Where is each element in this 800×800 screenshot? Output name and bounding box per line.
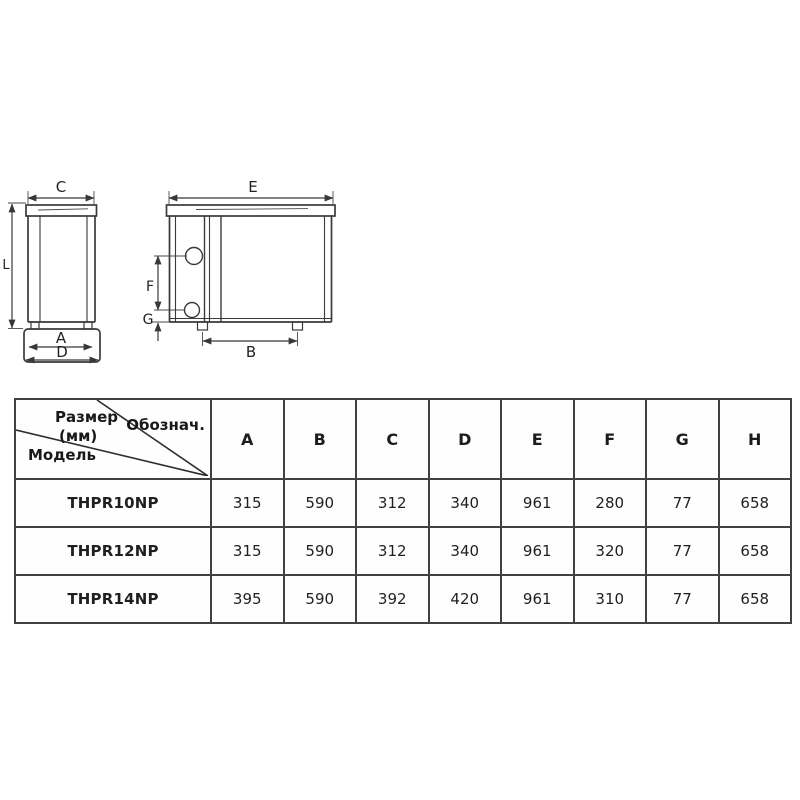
value-cell: 590 <box>284 575 357 623</box>
col-header-b: B <box>284 399 357 479</box>
header-size-label: Размер <box>55 408 119 426</box>
value-cell: 280 <box>574 479 647 527</box>
value-cell: 77 <box>646 527 719 575</box>
value-cell: 310 <box>574 575 647 623</box>
table-row-thpr14np <box>15 575 791 623</box>
value-cell: 420 <box>429 575 502 623</box>
value-cell: 395 <box>211 575 284 623</box>
value-cell: 961 <box>501 575 574 623</box>
front-view-foot-left <box>198 322 208 330</box>
table-row-thpr10np <box>15 479 791 527</box>
col-header-g: G <box>646 399 719 479</box>
diagonal-header-cell <box>15 399 211 479</box>
table-header-row <box>15 399 791 479</box>
value-cell: 961 <box>501 527 574 575</box>
dimensions-table <box>14 398 792 624</box>
front-view-top-cap <box>167 205 336 216</box>
table-row-thpr12np <box>15 527 791 575</box>
side-view-foot-right <box>84 322 92 329</box>
side-view-foot-left <box>31 322 39 329</box>
value-cell: 392 <box>356 575 429 623</box>
value-cell: 77 <box>646 575 719 623</box>
dim-label-c: C <box>55 178 67 196</box>
value-cell: 312 <box>356 479 429 527</box>
header-size-unit: (мм) <box>59 427 98 445</box>
col-header-c: C <box>356 399 429 479</box>
front-view-foot-right <box>293 322 303 330</box>
value-cell: 340 <box>429 479 502 527</box>
value-cell: 658 <box>719 527 792 575</box>
col-header-a: A <box>211 399 284 479</box>
value-cell: 77 <box>646 479 719 527</box>
value-cell: 658 <box>719 575 792 623</box>
dim-label-l: L <box>2 258 10 273</box>
value-cell: 320 <box>574 527 647 575</box>
front-view-drawing <box>143 178 335 361</box>
dim-label-d: D <box>56 343 68 361</box>
value-cell: 590 <box>284 479 357 527</box>
value-cell: 315 <box>211 479 284 527</box>
dimension-diagram <box>0 0 800 390</box>
col-header-e: E <box>501 399 574 479</box>
value-cell: 340 <box>429 527 502 575</box>
dim-label-g: G <box>142 312 154 328</box>
col-header-f: F <box>574 399 647 479</box>
value-cell: 658 <box>719 479 792 527</box>
pipe-connection-lower <box>185 303 200 318</box>
value-cell: 312 <box>356 527 429 575</box>
model-name: THPR12NP <box>15 527 211 575</box>
model-name: THPR10NP <box>15 479 211 527</box>
dim-label-e: E <box>248 178 258 196</box>
value-cell: 315 <box>211 527 284 575</box>
header-designation-label: Обознач. <box>126 416 205 434</box>
value-cell: 590 <box>284 527 357 575</box>
col-header-d: D <box>429 399 502 479</box>
pipe-connection-upper <box>186 248 203 265</box>
value-cell: 961 <box>501 479 574 527</box>
dim-label-f: F <box>145 279 155 295</box>
model-name: THPR14NP <box>15 575 211 623</box>
header-model-label: Модель <box>28 446 96 464</box>
side-view-drawing <box>2 178 100 362</box>
dim-label-b: B <box>245 343 257 361</box>
side-view-top-cap <box>26 205 97 216</box>
col-header-h: H <box>719 399 792 479</box>
dim-label-a: A <box>55 329 67 347</box>
